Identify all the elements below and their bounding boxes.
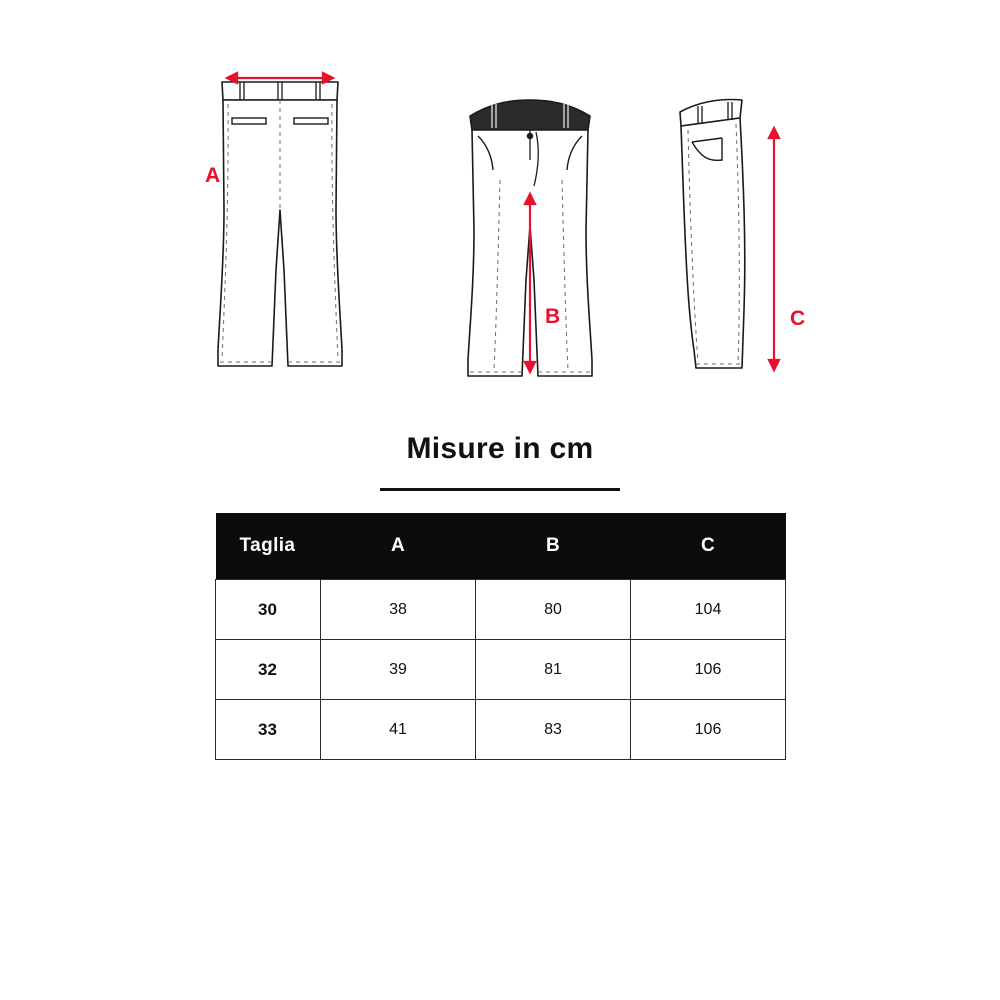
- cell-size: 32: [216, 640, 321, 700]
- cell-a: 41: [321, 700, 476, 760]
- column-header-size: Taglia: [216, 513, 321, 580]
- cell-c: 106: [631, 700, 786, 760]
- cell-size: 30: [216, 580, 321, 640]
- table-row: [216, 640, 786, 700]
- table-row: [216, 700, 786, 760]
- table-header-row: [216, 513, 786, 580]
- measure-label-b: B: [545, 305, 561, 328]
- cell-b: 80: [476, 580, 631, 640]
- page-title: Misure in cm: [406, 432, 594, 465]
- cell-b: 81: [476, 640, 631, 700]
- cell-a: 39: [321, 640, 476, 700]
- column-header-a: A: [321, 513, 476, 580]
- trousers-side-view: [650, 60, 850, 390]
- size-table: [215, 513, 786, 760]
- trousers-back-view: [180, 60, 380, 390]
- trouser-illustrations: [0, 60, 1000, 420]
- title-divider: [380, 488, 620, 491]
- cell-b: 83: [476, 700, 631, 760]
- column-header-c: C: [631, 513, 786, 580]
- chart-title-block: [0, 432, 1000, 491]
- size-table-wrapper: [215, 513, 785, 760]
- measure-label-c: C: [790, 307, 806, 330]
- column-header-b: B: [476, 513, 631, 580]
- trousers-front-view: [430, 60, 630, 390]
- table-row: [216, 580, 786, 640]
- cell-c: 106: [631, 640, 786, 700]
- measure-label-a: A: [205, 164, 221, 187]
- cell-c: 104: [631, 580, 786, 640]
- cell-size: 33: [216, 700, 321, 760]
- cell-a: 38: [321, 580, 476, 640]
